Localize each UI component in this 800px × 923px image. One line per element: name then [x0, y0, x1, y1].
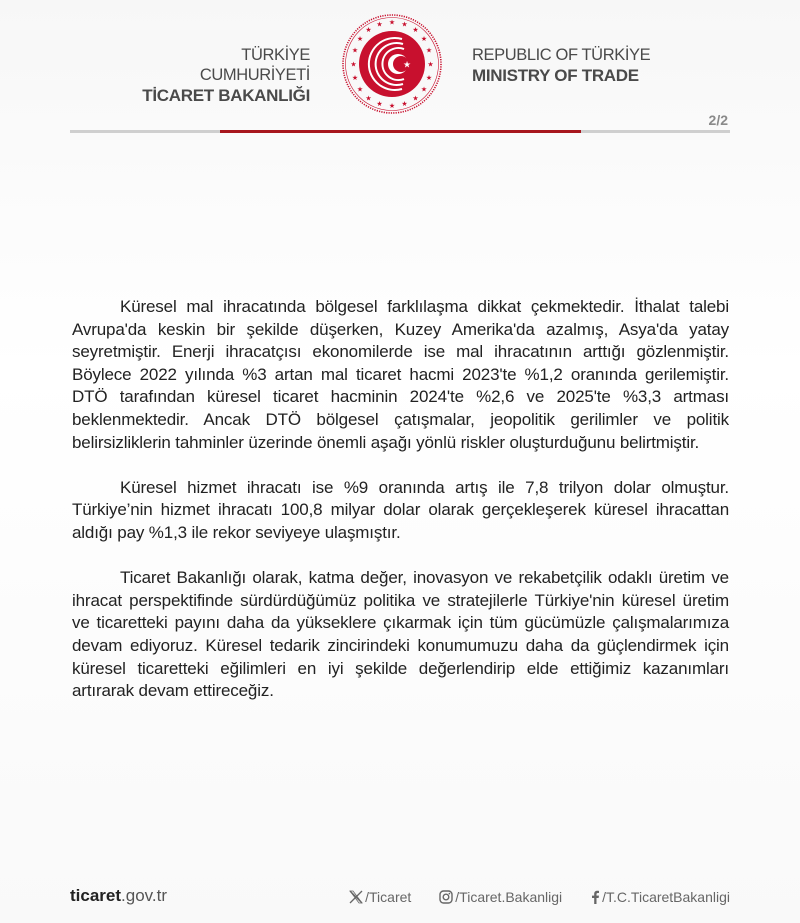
svg-text:★: ★	[420, 85, 428, 94]
svg-text:★: ★	[365, 94, 372, 103]
facebook-icon	[590, 890, 600, 904]
footer-website-link[interactable]	[70, 886, 167, 906]
svg-text:★: ★	[351, 74, 359, 82]
svg-text:★: ★	[351, 46, 359, 55]
svg-text:★: ★	[402, 60, 412, 71]
header-ministry-en: MINISTRY OF TRADE	[472, 66, 639, 85]
svg-text:★: ★	[356, 85, 364, 94]
svg-text:★: ★	[350, 60, 357, 69]
footer-site-bold: ticaret	[70, 886, 122, 905]
svg-text:★: ★	[401, 100, 408, 108]
document-body	[72, 296, 729, 725]
svg-text:★: ★	[376, 100, 383, 108]
svg-text:★: ★	[412, 26, 419, 34]
paragraph: Küresel mal ihracatında bölgesel farklılaşma dikkat çekmektedir. İthalat talebi Avrupa'da keskin bir şekilde düşerken, Kuzey Amerika'da azalmış, Asya'da yatay seyretmiştir. Enerji ihracatçısı ekonomilerde ise mal ihracatının arttığı gözlenmiştir. Böylece 2022 yılında %3 artan mal ticaret hacmi 2023'te %1,2 oranında gerilemiştir. DTÖ tarafından küresel ticaret hacminin 2024'te %2,6 ve 2025'te %3,3 artması beklenmektedir. Ancak DTÖ bölgesel çatışmalar, jeopolitik gerilimler ve politik belirsizliklerin tahminler üzerinde önemli aşağı yönlü riskler oluşturduğunu belirtmiştir.	[72, 297, 729, 452]
paragraph: Ticaret Bakanlığı olarak, katma değer, inovasyon ve rekabetçilik odaklı üretim ve ihracat perspektifinde sürdürdüğümüz politika ve stratejilerle Türkiye'nin küresel üretim ve ticaretteki payını daha da yükseklere çıkarmak için tüm gücümüzle çalışmalarımıza devam ediyoruz. Küresel tedarik zincirindeki konumumuzu daha da güçlendirmek için küresel ticaretteki eğilimleri en iyi şekilde değerlendirip elde ettiğimiz kazanımları artırarak devam ettireceğiz.	[72, 568, 729, 701]
header-divider-accent	[220, 130, 581, 133]
svg-text:★: ★	[388, 18, 396, 27]
svg-text:★: ★	[388, 102, 396, 110]
header-ministry-tr: TİCARET BAKANLIĞI	[142, 86, 310, 105]
social-facebook-label: /T.C.TicaretBakanligi	[602, 889, 730, 905]
svg-text:★: ★	[427, 60, 434, 69]
social-instagram[interactable]	[439, 889, 562, 905]
paragraph: Küresel hizmet ihracatı ise %9 oranında artış ile 7,8 trilyon dolar olmuştur. Türkiye’nin hizmet ihracatı 100,8 milyar dolar olarak gerçekleşerek küresel ihracattan aldığı pay %1,3 ile rekor seviyeye ulaşmıştır.	[72, 477, 729, 542]
social-facebook[interactable]	[590, 889, 730, 905]
social-instagram-label: /Ticaret.Bakanligi	[455, 889, 563, 905]
svg-text:★: ★	[401, 20, 408, 29]
svg-text:★: ★	[376, 20, 383, 29]
social-x-label: /Ticaret	[365, 889, 412, 905]
header-turkish-title	[128, 45, 310, 107]
page-number: 2/2	[708, 112, 728, 128]
svg-text:★: ★	[420, 35, 428, 43]
header-republic-en: REPUBLIC OF TÜRKİYE	[472, 46, 651, 64]
ministry-emblem-icon	[340, 12, 444, 116]
svg-text:★: ★	[365, 26, 372, 34]
svg-text:★: ★	[412, 94, 419, 103]
svg-text:★: ★	[425, 46, 433, 55]
header-republic-tr: TÜRKİYE CUMHURİYETİ	[199, 46, 310, 84]
footer-social-links	[349, 889, 730, 905]
social-x[interactable]	[349, 889, 411, 905]
svg-text:★: ★	[356, 35, 364, 43]
instagram-icon	[439, 890, 453, 904]
x-icon	[349, 890, 363, 904]
footer-site-domain: .gov.tr	[121, 886, 168, 905]
svg-text:★: ★	[425, 74, 433, 82]
header-english-title	[472, 45, 672, 87]
